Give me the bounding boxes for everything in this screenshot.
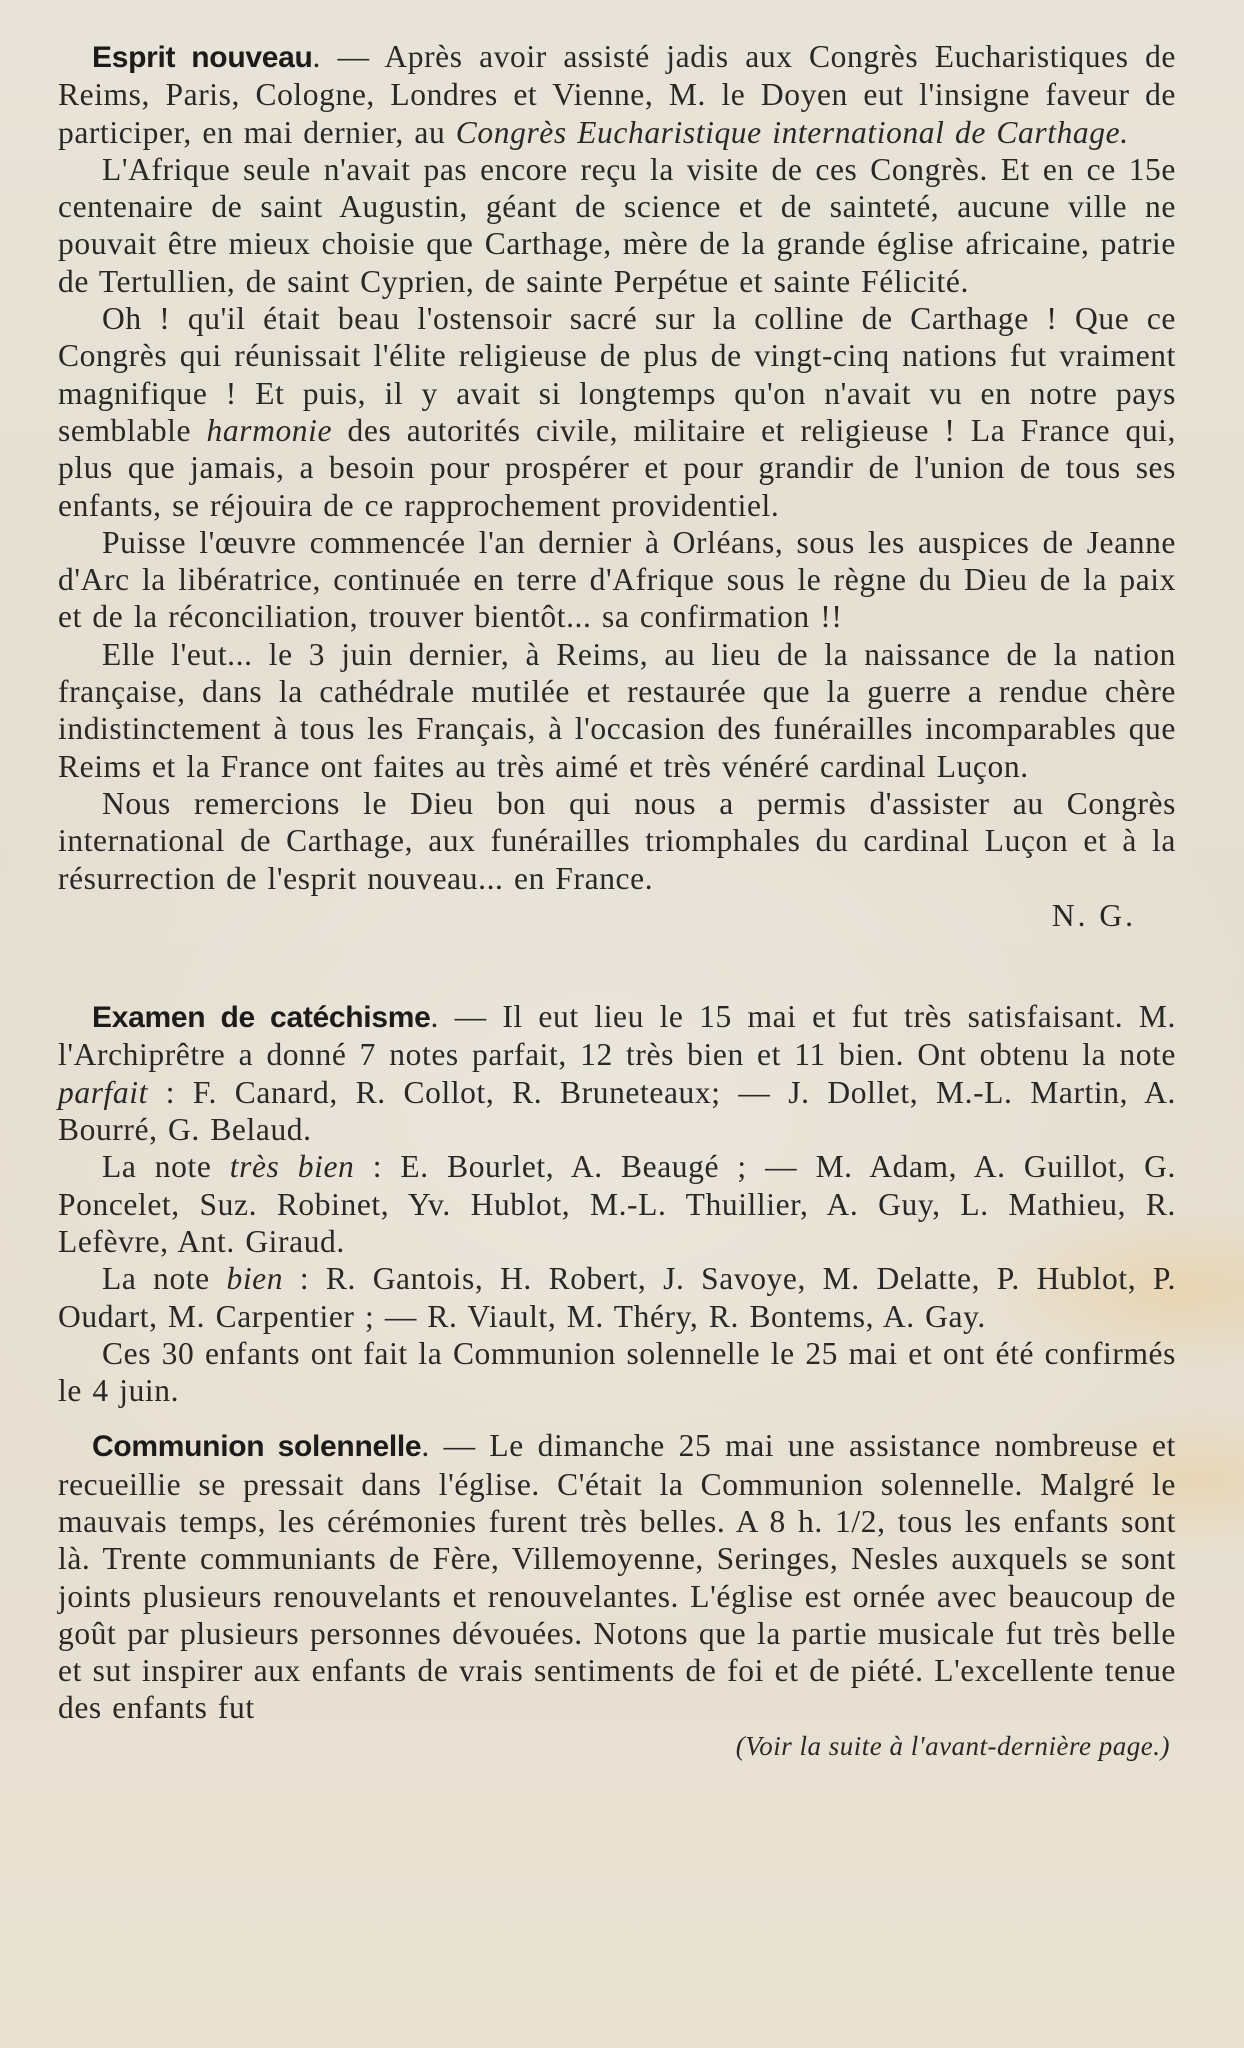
section-esprit-nouveau (58, 38, 1176, 934)
communion-paragraph-1-text: . — Le dimanche 25 mai une assistance nombreuse et recueillie se pressait dans l'église. C'était la Communion solennelle. Malgré le mauvais temps, les cérémonies furent très belles. A 8 h. 1/2, tous les enfants sont là. Trente communiants de Fère, Villemoyenne, Seringes, Nesles auxquels se sont joints plusieurs renouvelants et renouvelantes. L'église est ornée avec beaucoup de goût par plusieurs personnes dévouées. Notons que la partie musicale fut très belle et sut inspirer aux enfants de vrais sentiments de foi et de piété. L'excellente tenue des enfants fut (58, 1428, 1176, 1726)
esprit-paragraph-1 (58, 38, 1176, 151)
examen-paragraph-1-text-a: . — Il eut lieu le 15 mai et fut très satisfaisant. M. l'Archiprêtre a donné 7 notes parfait, 12 très bien et 11 bien. Ont obtenu la note (58, 999, 1176, 1073)
esprit-paragraph-3-text-b: des autorités civile, militaire et religieuse ! La France qui, plus que jamais, a besoin pour prospérer et pour grandir de l'union de tous ses enfants, se réjouira de ce rapprochement providentiel. (58, 412, 1176, 523)
esprit-paragraph-3 (58, 300, 1176, 524)
section-spacer (58, 934, 1176, 998)
continued-note: (Voir la suite à l'avant-dernière page.) (735, 1730, 1170, 1761)
communion-paragraph-1 (58, 1427, 1176, 1726)
esprit-paragraph-6: Nous remercions le Dieu bon qui nous a permis d'assister au Congrès international de Carthage, aux funérailles triomphales du cardinal Luçon et à la résurrection de l'esprit nouveau... en France. (58, 785, 1176, 896)
communion-heading: Communion solennelle (92, 1430, 422, 1464)
esprit-paragraph-1-italic: Congrès Eucharistique international de Carthage. (455, 114, 1129, 150)
document-page (58, 38, 1176, 1763)
examen-paragraph-3-italic: bien (226, 1261, 284, 1297)
section-communion-solennelle (58, 1427, 1176, 1762)
examen-paragraph-3-text-a: La note (102, 1261, 227, 1297)
esprit-signature: N. G. (1051, 897, 1136, 933)
esprit-paragraph-3-italic: harmonie (206, 412, 333, 448)
esprit-paragraph-4: Puisse l'œuvre commencée l'an dernier à Orléans, sous les auspices de Jeanne d'Arc la libératrice, continuée en terre d'Afrique sous le règne du Dieu de la paix et de la réconciliation, trouver bientôt... sa confirmation !! (58, 524, 1176, 635)
esprit-paragraph-1-text: . — Après avoir assisté jadis aux Congrès Eucharistiques de Reims, Paris, Cologne, Londres et Vienne, M. le Doyen eut l'insigne faveur de participer, en mai dernier, au (58, 39, 1177, 150)
esprit-paragraph-3-text-a: Oh ! qu'il était beau l'ostensoir sacré sur la colline de Carthage ! Que ce Congrès qui réunissait l'élite religieuse de plus de vingt-cinq nations fut vraiment magnifique ! Et puis, il y avait si longtemps qu'on n'avait vu en notre pays semblable (58, 301, 1176, 448)
esprit-heading: Esprit nouveau (92, 41, 313, 74)
examen-paragraph-2-italic: très bien (229, 1149, 355, 1185)
section-spacer (58, 1409, 1176, 1427)
examen-paragraph-3-text-b: : R. Gantois, H. Robert, J. Savoye, M. Delatte, P. Hublot, P. Oudart, M. Carpentier ; — R. Viault, M. Théry, R. Bontems, A. Gay. (58, 1261, 1176, 1334)
examen-paragraph-1-text-b: : F. Canard, R. Collot, R. Bruneteaux; — J. Dollet, M.-L. Martin, A. Bourré, G. Belaud. (58, 1074, 1176, 1148)
examen-paragraph-1 (58, 998, 1176, 1148)
examen-paragraph-2-text-a: La note (102, 1149, 230, 1185)
examen-heading: Examen de catéchisme (92, 1001, 431, 1035)
section-examen-catechisme (58, 998, 1176, 1409)
examen-paragraph-4: Ces 30 enfants ont fait la Communion solennelle le 25 mai et ont été confirmés le 4 juin. (58, 1335, 1176, 1409)
examen-paragraph-3 (58, 1260, 1176, 1335)
esprit-paragraph-2: L'Afrique seule n'avait pas encore reçu la visite de ces Congrès. Et en ce 15e centenaire de saint Augustin, géant de science et de sainteté, aucune ville ne pouvait être mieux choisie que Carthage, mère de la grande église africaine, patrie de Tertullien, de saint Cyprien, de sainte Perpétue et sainte Félicité. (58, 151, 1176, 299)
examen-paragraph-1-italic: parfait (58, 1074, 148, 1110)
esprit-paragraph-5: Elle l'eut... le 3 juin dernier, à Reims, au lieu de la naissance de la nation française, dans la cathédrale mutilée et restaurée que la guerre a rendue chère indistinctement à tous les Français, à l'occasion des funérailles incomparables que Reims et la France ont faites au très aimé et très vénéré cardinal Luçon. (58, 636, 1176, 784)
examen-paragraph-2-text-b: : E. Bourlet, A. Beaugé ; — M. Adam, A. Guillot, G. Poncelet, Suz. Robinet, Yv. Hublot, M.-L. Thuillier, A. Guy, L. Mathieu, R. Lefèvre, Ant. Giraud. (58, 1149, 1176, 1259)
examen-paragraph-2 (58, 1148, 1176, 1260)
